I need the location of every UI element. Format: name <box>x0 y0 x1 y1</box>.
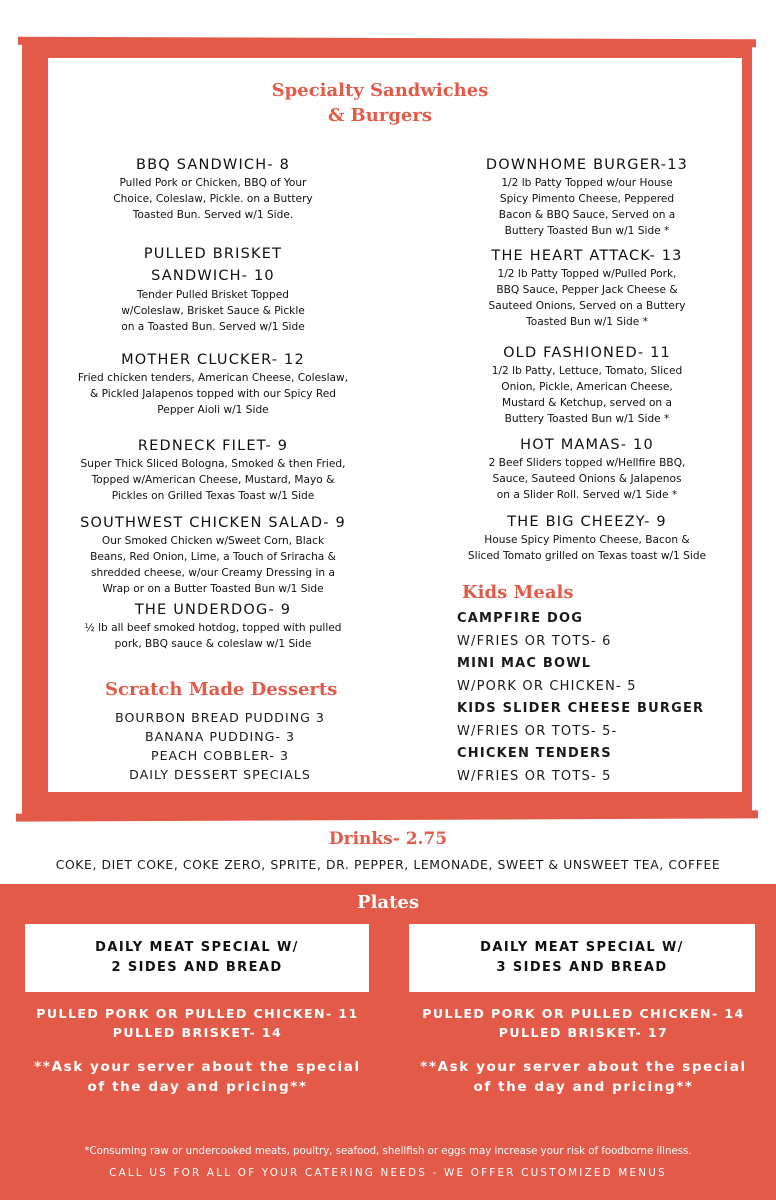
item-desc: Choice, Coleslaw, Pickle. on a Buttery <box>113 193 313 205</box>
item-desc: on a Toasted Bun. Served w/1 Side <box>121 321 305 333</box>
item-desc: on a Slider Roll. Served w/1 Side * <box>496 489 678 501</box>
plate-ask-line: **Ask your server about the special <box>34 1059 361 1075</box>
menu-item <box>432 155 742 239</box>
kids-item-option: W/FRIES OR TOTS- 5- <box>457 723 618 739</box>
plates-section <box>0 884 776 1200</box>
item-desc: Super Thick Sliced Bologna, Smoked & then Fried, <box>80 458 346 470</box>
dessert-item: PEACH COBBLER- 3 <box>151 748 289 763</box>
item-title: BBQ SANDWICH- 8 <box>135 157 291 173</box>
item-title: HOT MAMAS- 10 <box>520 437 654 453</box>
plate-box-two-sides <box>25 924 369 992</box>
item-desc: pork, BBQ sauce & coleslaw w/1 Side <box>114 638 312 650</box>
item-title: THE UNDERDOG- 9 <box>134 602 292 618</box>
kids-item-name: MINI MAC BOWL <box>457 656 592 671</box>
item-desc: House Spicy Pimento Cheese, Bacon & <box>484 534 690 546</box>
menu-item <box>60 243 366 335</box>
menu-item <box>432 246 742 330</box>
item-desc: Spicy Pimento Cheese, Peppered <box>499 193 675 205</box>
item-desc: Toasted Bun w/1 Side * <box>526 316 648 328</box>
menu-item <box>432 435 742 503</box>
plate-box-line: 3 SIDES AND BREAD <box>496 960 668 975</box>
specialty-title <box>230 78 530 128</box>
kids-list <box>457 608 747 788</box>
plate-ask-line: of the day and pricing** <box>473 1079 694 1095</box>
item-desc: shredded cheese, w/our Creamy Dressing in a <box>90 567 336 579</box>
item-desc: Wrap or on a Butter Toasted Bun w/1 Side <box>102 583 324 595</box>
item-title: THE HEART ATTACK- 13 <box>491 248 683 264</box>
item-desc: Sliced Tomato grilled on Texas toast w/1 Side <box>467 550 707 562</box>
item-desc: ½ lb all beef smoked hotdog, topped with pulled <box>84 622 342 634</box>
item-title: OLD FASHIONED- 11 <box>503 345 671 361</box>
item-desc: Sauteed Onions, Served on a Buttery <box>488 300 686 312</box>
plate-price-line: PULLED BRISKET- 14 <box>112 1025 283 1040</box>
plate-ask-left <box>10 1057 385 1097</box>
item-title: THE BIG CHEEZY- 9 <box>507 514 667 530</box>
dessert-item: BANANA PUDDING- 3 <box>145 729 295 744</box>
menu-item <box>54 350 372 418</box>
specialty-title-line1: Specialty Sandwiches <box>271 80 489 101</box>
item-desc: Sauce, Sauteed Onions & Jalapenos <box>492 473 682 485</box>
item-title: PULLED BRISKET <box>143 246 283 262</box>
plates-title: Plates <box>357 892 419 913</box>
item-desc: Pulled Pork or Chicken, BBQ of Your <box>119 177 307 189</box>
item-desc: 2 Beef Sliders topped w/Hellfire BBQ, <box>488 457 686 469</box>
plate-ask-right <box>396 1057 771 1097</box>
plate-price-line: PULLED PORK OR PULLED CHICKEN- 14 <box>422 1006 745 1021</box>
specialty-title-line2: & Burgers <box>328 105 432 126</box>
plate-price-line: PULLED PORK OR PULLED CHICKEN- 11 <box>36 1006 359 1021</box>
item-desc: 1/2 lb Patty Topped w/Pulled Pork, <box>497 268 677 280</box>
plate-box-line: DAILY MEAT SPECIAL W/ <box>95 940 299 955</box>
plate-ask-line: of the day and pricing** <box>87 1079 308 1095</box>
catering-note: CALL US FOR ALL OF YOUR CATERING NEEDS - WE OFFER CUSTOMIZED MENUS <box>109 1167 667 1179</box>
item-title: MOTHER CLUCKER- 12 <box>121 352 305 368</box>
item-desc: Fried chicken tenders, American Cheese, Coleslaw, <box>77 372 349 384</box>
item-desc: Toasted Bun. Served w/1 Side. <box>132 209 294 221</box>
item-desc: Beans, Red Onion, Lime, a Touch of Sriracha & <box>90 551 336 563</box>
item-title-line2: SANDWICH- 10 <box>151 268 275 284</box>
item-desc: Our Smoked Chicken w/Sweet Corn, Black <box>101 535 325 547</box>
item-desc: 1/2 lb Patty, Lettuce, Tomato, Sliced <box>491 365 683 377</box>
menu-item <box>428 512 746 564</box>
item-desc: 1/2 lb Patty Topped w/our House <box>501 177 673 189</box>
kids-item-option: W/FRIES OR TOTS- 5 <box>457 768 612 784</box>
kids-item-name: CHICKEN TENDERS <box>457 746 612 761</box>
item-desc: Bacon & BBQ Sauce, Served on a <box>498 209 676 221</box>
item-desc: & Pickled Jalapenos topped with our Spicy Red <box>89 388 337 400</box>
kids-item-option: W/FRIES OR TOTS- 6 <box>457 633 612 649</box>
dessert-item: DAILY DESSERT SPECIALS <box>129 767 311 782</box>
drinks-list: COKE, DIET COKE, COKE ZERO, SPRITE, DR. PEPPER, LEMONADE, SWEET & UNSWEET TEA, COFFEE <box>55 857 721 872</box>
menu-item <box>432 343 742 427</box>
kids-item-name: KIDS SLIDER CHEESE BURGER <box>457 701 705 716</box>
item-desc: Tender Pulled Brisket Topped <box>136 289 289 301</box>
desserts-list <box>80 708 360 784</box>
plate-prices-left <box>10 1004 385 1042</box>
foodborne-disclaimer: *Consuming raw or undercooked meats, poultry, seafood, shellfish or eggs may increase your risk of foodborne illness. <box>84 1146 692 1157</box>
item-desc: Onion, Pickle, American Cheese, <box>501 381 673 393</box>
item-desc: Buttery Toasted Bun w/1 Side * <box>504 413 670 425</box>
item-desc: Pepper Aioli w/1 Side <box>157 404 269 416</box>
item-desc: Topped w/American Cheese, Mustard, Mayo & <box>91 474 335 486</box>
menu-item <box>54 600 372 652</box>
dessert-item: BOURBON BREAD PUDDING 3 <box>115 710 325 725</box>
kids-title: Kids Meals <box>462 582 574 603</box>
item-desc: BBQ Sauce, Pepper Jack Cheese & <box>496 284 678 296</box>
plate-box-three-sides <box>409 924 755 992</box>
item-title: DOWNHOME BURGER-13 <box>485 157 689 173</box>
item-desc: Pickles on Grilled Texas Toast w/1 Side <box>111 490 315 502</box>
item-title: REDNECK FILET- 9 <box>137 438 289 454</box>
plate-box-line: 2 SIDES AND BREAD <box>111 960 283 975</box>
item-desc: Buttery Toasted Bun w/1 Side * <box>504 225 670 237</box>
plate-prices-right <box>396 1004 771 1042</box>
item-title: SOUTHWEST CHICKEN SALAD- 9 <box>80 515 346 531</box>
item-desc: w/Coleslaw, Brisket Sauce & Pickle <box>121 305 305 317</box>
desserts-title: Scratch Made Desserts <box>105 679 338 700</box>
plate-ask-line: **Ask your server about the special <box>420 1059 747 1075</box>
plate-price-line: PULLED BRISKET- 17 <box>498 1025 669 1040</box>
menu-item <box>60 155 366 223</box>
item-desc: Mustard & Ketchup, served on a <box>501 397 673 409</box>
plate-box-line: DAILY MEAT SPECIAL W/ <box>480 940 684 955</box>
drinks-title: Drinks- 2.75 <box>328 829 448 849</box>
menu-item <box>54 436 372 504</box>
kids-item-option: W/PORK OR CHICKEN- 5 <box>457 678 637 694</box>
kids-item-name: CAMPFIRE DOG <box>457 611 584 626</box>
menu-item <box>54 513 372 597</box>
